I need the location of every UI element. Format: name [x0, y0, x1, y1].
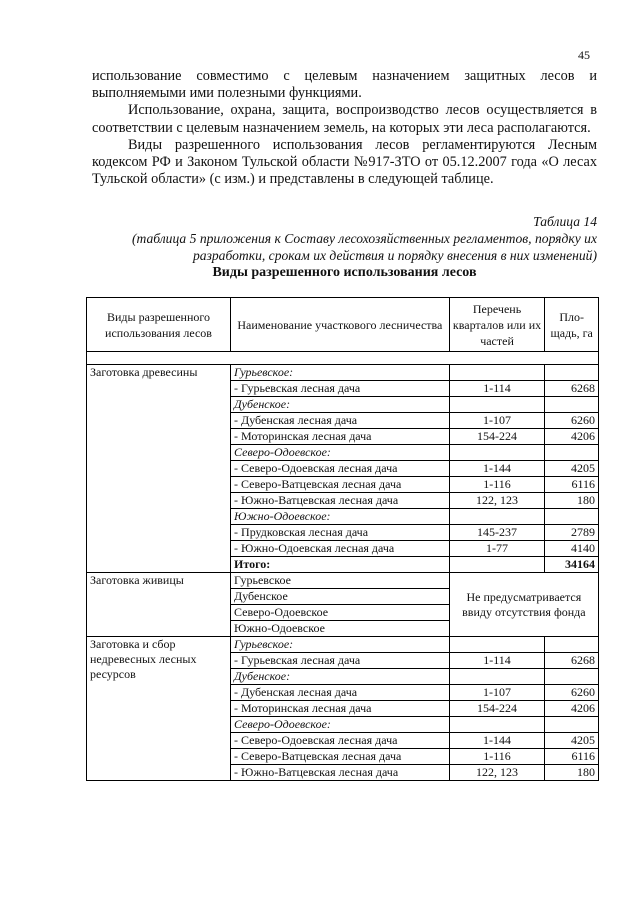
table-caption: [92, 213, 597, 264]
forestry-group: Гурьевское:: [231, 365, 450, 381]
area-cell: 4140: [545, 541, 599, 557]
quarters-cell: 154-224: [449, 429, 545, 445]
quarters-cell: 1-114: [449, 381, 545, 397]
area-cell: 6260: [545, 413, 599, 429]
quarters-cell: 1-144: [449, 461, 545, 477]
quarters-cell: [449, 445, 545, 461]
forest-dacha: - Гурьевская лесная дача: [231, 381, 450, 397]
forest-dacha: - Южно-Ватцевская лесная дача: [231, 493, 450, 509]
forestry-group: Дубенское:: [231, 669, 450, 685]
quarters-cell: [449, 669, 545, 685]
forestry-name: Дубенское: [231, 589, 450, 605]
paragraph: Использование, охрана, защита, воспроизводство лесов осуществляется в соответствии с целевым назначением земель, на которых эти леса располагаются.: [92, 102, 597, 136]
total-label: Итого:: [231, 557, 450, 573]
usage-type-cell: Заготовка живицы: [87, 573, 231, 637]
forest-dacha: - Северо-Ватцевская лесная дача: [231, 477, 450, 493]
quarters-cell: 122, 123: [449, 493, 545, 509]
area-cell: 180: [545, 765, 599, 781]
forestry-group: Северо-Одоевское:: [231, 445, 450, 461]
quarters-cell: 1-114: [449, 653, 545, 669]
table-row: [87, 365, 599, 381]
forest-dacha: - Северо-Одоевская лесная дача: [231, 461, 450, 477]
table-row: [87, 637, 599, 653]
table-label: Таблица 14: [533, 214, 597, 229]
area-cell: [545, 669, 599, 685]
spacer-cell: [87, 352, 599, 365]
area-cell: 4206: [545, 701, 599, 717]
forestry-group: Северо-Одоевское:: [231, 717, 450, 733]
forest-dacha: - Южно-Одоевская лесная дача: [231, 541, 450, 557]
forest-dacha: - Гурьевская лесная дача: [231, 653, 450, 669]
quarters-cell: [449, 365, 545, 381]
quarters-cell: [449, 637, 545, 653]
area-cell: 6268: [545, 381, 599, 397]
quarters-cell: [449, 717, 545, 733]
area-cell: [545, 445, 599, 461]
area-cell: 6268: [545, 653, 599, 669]
forest-dacha: - Прудковская лесная дача: [231, 525, 450, 541]
forestry-name: Гурьевское: [231, 573, 450, 589]
forest-dacha: - Южно-Ватцевская лесная дача: [231, 765, 450, 781]
quarters-cell: [449, 397, 545, 413]
area-cell: [545, 397, 599, 413]
forestry-group: Дубенское:: [231, 397, 450, 413]
area-cell: 4205: [545, 461, 599, 477]
area-cell: 6116: [545, 477, 599, 493]
forestry-name: Северо-Одоевское: [231, 605, 450, 621]
forest-dacha: - Моторинская лесная дача: [231, 429, 450, 445]
quarters-cell: [449, 509, 545, 525]
usage-type-cell: Заготовка и сбор недревесных лесных ресурсов: [87, 637, 231, 781]
header-usage-type: Виды разрешенного использования лесов: [87, 298, 231, 352]
area-cell: [545, 717, 599, 733]
quarters-cell: 1-116: [449, 749, 545, 765]
forest-dacha: - Моторинская лесная дача: [231, 701, 450, 717]
area-cell: 180: [545, 493, 599, 509]
quarters-cell: 145-237: [449, 525, 545, 541]
not-provided-note: Не предусматривается ввиду отсутствия фонда: [449, 573, 598, 637]
quarters-cell: 1-116: [449, 477, 545, 493]
area-cell: 2789: [545, 525, 599, 541]
forest-dacha: - Дубенская лесная дача: [231, 685, 450, 701]
area-cell: 4206: [545, 429, 599, 445]
area-cell: 6116: [545, 749, 599, 765]
area-cell: 6260: [545, 685, 599, 701]
forestry-group: Гурьевское:: [231, 637, 450, 653]
paragraph: Виды разрешенного использования лесов регламентируются Лесным кодексом РФ и Законом Тульской области №917-ЗТО от 05.12.2007 года «О лесах Тульской области» (с изм.) и представлены в следующей таблице.: [92, 136, 597, 188]
usage-type-cell: Заготовка древесины: [87, 365, 231, 573]
forestry-name: Южно-Одоевское: [231, 621, 450, 637]
usage-table: [86, 297, 599, 781]
total-quarters: [449, 557, 545, 573]
quarters-cell: 154-224: [449, 701, 545, 717]
total-value: 34164: [545, 557, 599, 573]
table-note: (таблица 5 приложения к Составу лесохозяйственных регламентов, порядку их разработки, срокам их действия и порядку внесения в них изменений): [131, 231, 597, 263]
table-title: Виды разрешенного использования лесов: [212, 265, 477, 280]
area-cell: 4205: [545, 733, 599, 749]
quarters-cell: 1-107: [449, 685, 545, 701]
paragraph: использование совместимо с целевым назначением защитных лесов и выполняемыми ими полезными функциями.: [92, 68, 597, 102]
area-cell: [545, 365, 599, 381]
area-cell: [545, 509, 599, 525]
area-cell: [545, 637, 599, 653]
header-area: Пло-щадь, га: [545, 298, 599, 352]
table-row: [87, 573, 599, 589]
quarters-cell: 1-144: [449, 733, 545, 749]
page-number: 45: [578, 48, 590, 62]
quarters-cell: 122, 123: [449, 765, 545, 781]
header-quarters: Перечень кварталов или их частей: [449, 298, 545, 352]
forest-dacha: - Дубенская лесная дача: [231, 413, 450, 429]
quarters-cell: 1-77: [449, 541, 545, 557]
forest-dacha: - Северо-Одоевская лесная дача: [231, 733, 450, 749]
forest-dacha: - Северо-Ватцевская лесная дача: [231, 749, 450, 765]
body-text: [92, 68, 597, 188]
quarters-cell: 1-107: [449, 413, 545, 429]
header-forestry-name: Наименование участкового лесничества: [231, 298, 450, 352]
forestry-group: Южно-Одоевское:: [231, 509, 450, 525]
